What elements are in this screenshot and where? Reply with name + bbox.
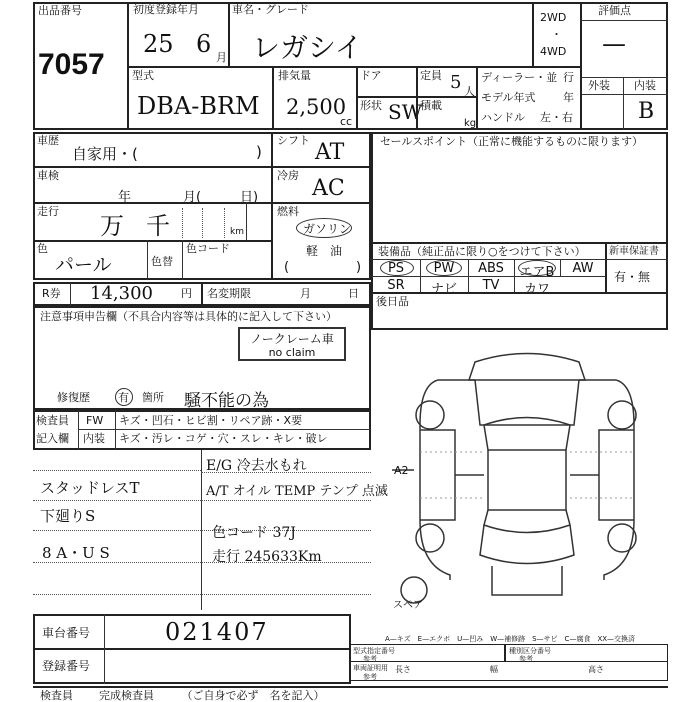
roof xyxy=(488,450,566,510)
aircon-value: AC xyxy=(312,176,345,201)
load-unit: kg xyxy=(464,118,477,129)
load-label: 積載 xyxy=(420,99,442,112)
warranty-value: 有・無 xyxy=(614,270,651,284)
inspector-label: 検査員 xyxy=(36,414,69,427)
shape-label: 形状 xyxy=(360,99,382,112)
no-claim-jp: ノークレーム車 xyxy=(250,332,334,346)
repair-location: 箇所 xyxy=(142,391,164,404)
left-side xyxy=(420,380,450,580)
dim-height: 高さ xyxy=(588,665,604,674)
dealer-row2: モデル年式 xyxy=(481,91,536,104)
mileage-unit: km xyxy=(230,227,244,237)
name-change-day: 日 xyxy=(348,287,359,300)
fuel-paren-close: ) xyxy=(356,260,362,275)
entry-label: 記入欄 xyxy=(36,432,69,445)
interior-label: 内装 xyxy=(634,79,656,92)
displacement-unit: cc xyxy=(340,115,353,128)
type-designation-label: 型式指定番号 xyxy=(353,647,395,655)
dealer-row1-end: 行 xyxy=(563,71,574,84)
drive-4wd: 4WD xyxy=(540,45,567,58)
history-close: ) xyxy=(256,143,262,161)
color-repaint: 色替 xyxy=(151,255,173,268)
repair-label: 修復歴 xyxy=(57,391,90,404)
wheel-fr xyxy=(608,401,636,429)
repair-detail: 騒不能の為 xyxy=(184,391,269,411)
history-value: 自家用・( xyxy=(72,145,138,163)
shaken-year: 年 xyxy=(118,190,132,205)
car-name-label: 車名・グレード xyxy=(232,3,309,16)
note-right-1: E/G 冷去水もれ xyxy=(206,458,307,474)
note-right-4: 走行 245633Km xyxy=(212,549,322,565)
doors-label: ドア xyxy=(360,69,382,82)
reg-number-label: 登録番号 xyxy=(42,659,91,673)
equip-navi: ナビ xyxy=(430,282,457,297)
no-claim-en: no claim xyxy=(268,346,316,359)
class-label: 種別区分番号 xyxy=(509,647,551,655)
dim-length: 長さ xyxy=(395,665,411,674)
color-value: パール xyxy=(55,254,112,276)
diagram-mark: A2 xyxy=(394,464,409,477)
dealer-row2-end: 年 xyxy=(563,91,574,104)
trunk xyxy=(492,566,562,595)
note-left-3: 8 A・U S xyxy=(42,544,110,562)
sales-box xyxy=(371,132,668,244)
lot-label: 出品番号 xyxy=(38,4,82,17)
front-outline xyxy=(469,354,585,381)
equip-ps: PS xyxy=(387,261,405,276)
aircon-label: 冷房 xyxy=(277,169,299,182)
car-name-value: レガシイ xyxy=(252,31,363,64)
mileage-man: 万 xyxy=(100,212,124,240)
shaken-day: 日) xyxy=(240,190,259,205)
after-box xyxy=(371,292,668,330)
exterior-label: 外装 xyxy=(588,79,610,92)
chassis-value: 021407 xyxy=(165,618,269,646)
note-right-3: 色コード 37J xyxy=(212,525,296,541)
registration-year: 25 xyxy=(143,30,174,58)
dealer-row1: ディーラー・並 xyxy=(481,71,558,84)
name-change-month: 月 xyxy=(300,287,311,300)
equip-leather: カワ xyxy=(523,282,550,297)
note-left-2: 下廻りS xyxy=(40,507,96,525)
class-ref: 参考 xyxy=(519,655,533,663)
mileage-label: 走行 xyxy=(37,205,59,218)
footer-left: 検査員 xyxy=(40,689,73,702)
shaken-month: 月( xyxy=(183,190,202,205)
dimensions-label: 車両証明用 xyxy=(353,664,388,672)
shift-label: シフト xyxy=(277,134,310,147)
rating-overall: — xyxy=(602,30,626,58)
recycle-value: 14,300 xyxy=(90,283,153,304)
interior-row-label: 内装 xyxy=(83,432,105,445)
capacity-unit: 人 xyxy=(464,85,475,98)
sales-label: セールスポイント（正常に機能するものに限ります） xyxy=(380,135,644,148)
recycle-unit: 円 xyxy=(181,287,192,300)
car-damage-diagram xyxy=(380,340,680,620)
equip-abs: ABS xyxy=(478,261,504,276)
repair-mark: 有 xyxy=(118,391,129,404)
spare-label: スペア xyxy=(393,600,423,611)
shaken-label: 車検 xyxy=(37,169,59,182)
model-label: 型式 xyxy=(132,69,154,82)
fuel-diesel: 軽 油 xyxy=(306,244,343,258)
equip-airbag: エアB xyxy=(519,265,555,280)
fw-label: FW xyxy=(86,414,104,427)
history-label: 車歴 xyxy=(37,134,59,147)
color-label: 色 xyxy=(37,242,48,255)
model-value: DBA-BRM xyxy=(137,92,260,120)
displacement-label: 排気量 xyxy=(278,69,311,82)
note-right-2: A/T オイル TEMP テンプ 点滅 xyxy=(206,484,388,499)
interior-rating: B xyxy=(638,99,655,124)
registration-month-unit: 月 xyxy=(216,51,227,64)
shaken-box xyxy=(33,166,273,204)
equipment-label: 装備品（純正品に限り○をつけて下さい） xyxy=(378,245,586,258)
dealer-row3: ハンドル xyxy=(481,111,525,124)
registration-label: 初度登録年月 xyxy=(133,3,199,16)
displacement-value: 2,500 xyxy=(286,95,347,119)
color-code-label: 色コード xyxy=(186,242,230,255)
type-designation-ref: 参考 xyxy=(363,655,377,663)
drive-2wd: 2WD xyxy=(540,11,567,24)
warranty-label: 新車保証書 xyxy=(609,246,659,257)
mileage-sen: 千 xyxy=(146,212,170,240)
name-change-label: 名変期限 xyxy=(207,287,251,300)
lot-number: 7057 xyxy=(38,48,105,81)
wheel-rr xyxy=(608,524,636,552)
fw-items: キズ・凹石・ヒビ割・リペア跡・X要 xyxy=(119,414,303,427)
capacity-value: 5 xyxy=(450,72,462,93)
rear-window xyxy=(484,510,570,533)
rear-outline xyxy=(480,525,574,564)
chassis-label: 車台番号 xyxy=(42,626,91,640)
drive-dot: ・ xyxy=(551,28,562,41)
interior-items: キズ・汚レ・コゲ・穴・スレ・キレ・破レ xyxy=(119,432,328,445)
capacity-label: 定員 xyxy=(420,69,442,82)
notes-label: 注意事項申告欄（不具合内容等は具体的に記入して下さい） xyxy=(40,310,337,323)
history-box xyxy=(33,132,273,168)
windshield xyxy=(484,418,570,451)
equip-sr: SR xyxy=(387,278,405,293)
footer-right: 完成検査員 （ご自身で必ず 名を記入） xyxy=(88,689,325,702)
equip-aw: AW xyxy=(572,261,594,276)
registration-month: 6 xyxy=(196,30,212,58)
fuel-gasoline: ガソリン xyxy=(303,222,352,236)
equip-pw: PW xyxy=(433,261,455,276)
recycle-label: R券 xyxy=(42,287,61,300)
dim-width: 幅 xyxy=(490,665,498,674)
rating-box xyxy=(580,2,668,130)
after-label: 後日品 xyxy=(376,295,409,308)
rating-label: 評価点 xyxy=(598,4,631,17)
dealer-row3-end: 左・右 xyxy=(540,111,573,124)
fuel-paren-open: ( xyxy=(284,260,290,275)
equip-tv: TV xyxy=(482,278,500,293)
legend-text: A—キズ E—エクボ U—凹み W—補修跡 S—サビ C—腐食 XX—交換済 xyxy=(385,635,636,643)
note-left-1: スタッドレスT xyxy=(40,479,140,497)
fuel-label: 燃料 xyxy=(277,205,299,218)
dimensions-ref: 参考 xyxy=(363,673,377,681)
shape-value: SW xyxy=(388,100,423,124)
shift-value: AT xyxy=(315,140,345,165)
